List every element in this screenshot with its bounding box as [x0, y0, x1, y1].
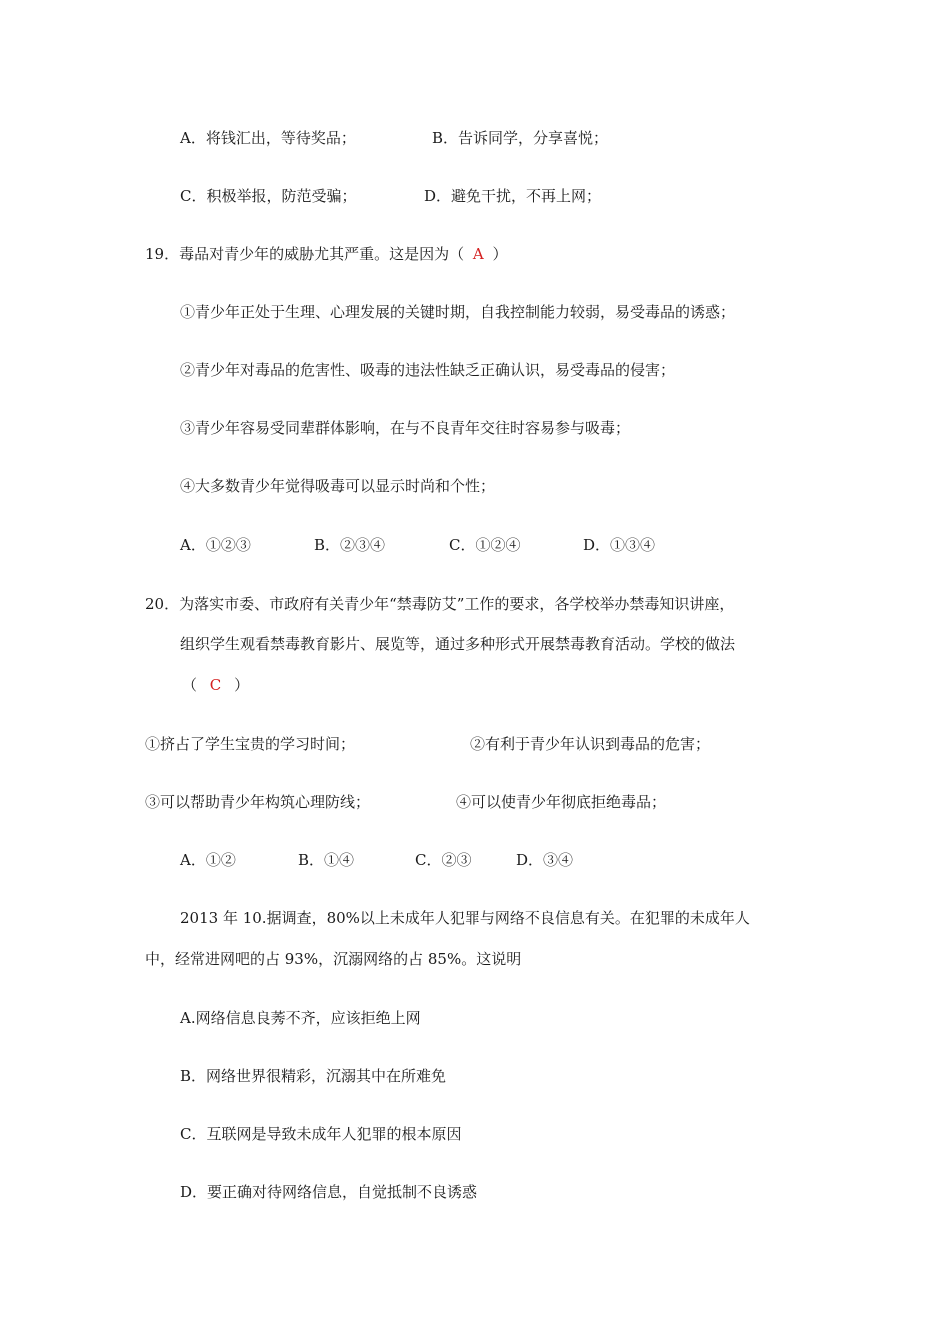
q20-answer-line — [182, 675, 249, 695]
q20-stem-line-1: 20．为落实市委、市政府有关青少年“禁毒防艾”工作的要求，各学校举办禁毒知识讲座， — [145, 595, 735, 613]
q20-paren-close: ） — [234, 676, 250, 694]
q20-statement-3: ③可以帮助青少年构筑心理防线； — [145, 793, 371, 811]
q19-answer: A — [472, 245, 484, 263]
q19-statement-1: ①青少年正处于生理、心理发展的关键时期，自我控制能力较弱，易受毒品的诱惑； — [180, 303, 736, 321]
q21-option-a: A.网络信息良莠不齐，应该拒绝上网 — [180, 1009, 421, 1027]
q19-statement-4: ④大多数青少年觉得吸毒可以显示时尚和个性； — [180, 477, 496, 495]
q20-statement-1: ①挤占了学生宝贵的学习时间； — [145, 735, 356, 753]
q19-stem-end: ） — [492, 245, 508, 263]
q20-statement-4: ④可以使青少年彻底拒绝毒品； — [456, 793, 667, 811]
q18-option-c: C．积极举报，防范受骗； — [180, 187, 357, 205]
q19-option-a: A．①②③ — [180, 536, 251, 554]
q20-option-a: A．①② — [180, 851, 236, 869]
q20-paren-open: （ — [182, 676, 198, 694]
q20-statement-2: ②有利于青少年认识到毒品的危害； — [470, 735, 711, 753]
q21-option-d: D．要正确对待网络信息，自觉抵制不良诱惑 — [180, 1183, 478, 1201]
q19-option-b: B．②③④ — [314, 536, 386, 554]
q18-option-a: A．将钱汇出，等待奖品； — [180, 129, 356, 147]
q19-option-d: D．①③④ — [583, 536, 656, 554]
q20-option-c: C．②③ — [415, 851, 472, 869]
q21-stem-line-1: 2013 年 10.据调查，80%以上未成年人犯罪与网络不良信息有关。在犯罪的未成年人 — [180, 909, 750, 927]
q20-option-d: D．③④ — [516, 851, 574, 869]
q18-option-d: D．避免干扰，不再上网； — [424, 187, 602, 205]
q20-answer: C — [209, 676, 222, 694]
q19-stem — [145, 244, 508, 264]
q20-stem-line-2: 组织学生观看禁毒教育影片、展览等，通过多种形式开展禁毒教育活动。学校的做法 — [180, 635, 736, 653]
q19-option-c: C．①②④ — [449, 536, 521, 554]
q19-stem-text: 19．毒品对青少年的威胁尤其严重。这是因为（ — [145, 245, 465, 263]
q21-option-c: C．互联网是导致未成年人犯罪的根本原因 — [180, 1125, 462, 1143]
q18-option-b: B．告诉同学，分享喜悦； — [432, 129, 609, 147]
q21-stem-line-2: 中，经常进网吧的占 93%，沉溺网络的占 85%。这说明 — [145, 950, 522, 968]
q19-statement-3: ③青少年容易受同辈群体影响，在与不良青年交往时容易参与吸毒； — [180, 419, 631, 437]
q20-option-b: B．①④ — [298, 851, 355, 869]
q19-statement-2: ②青少年对毒品的危害性、吸毒的违法性缺乏正确认识，易受毒品的侵害； — [180, 361, 676, 379]
q21-option-b: B．网络世界很精彩，沉溺其中在所难免 — [180, 1067, 447, 1085]
